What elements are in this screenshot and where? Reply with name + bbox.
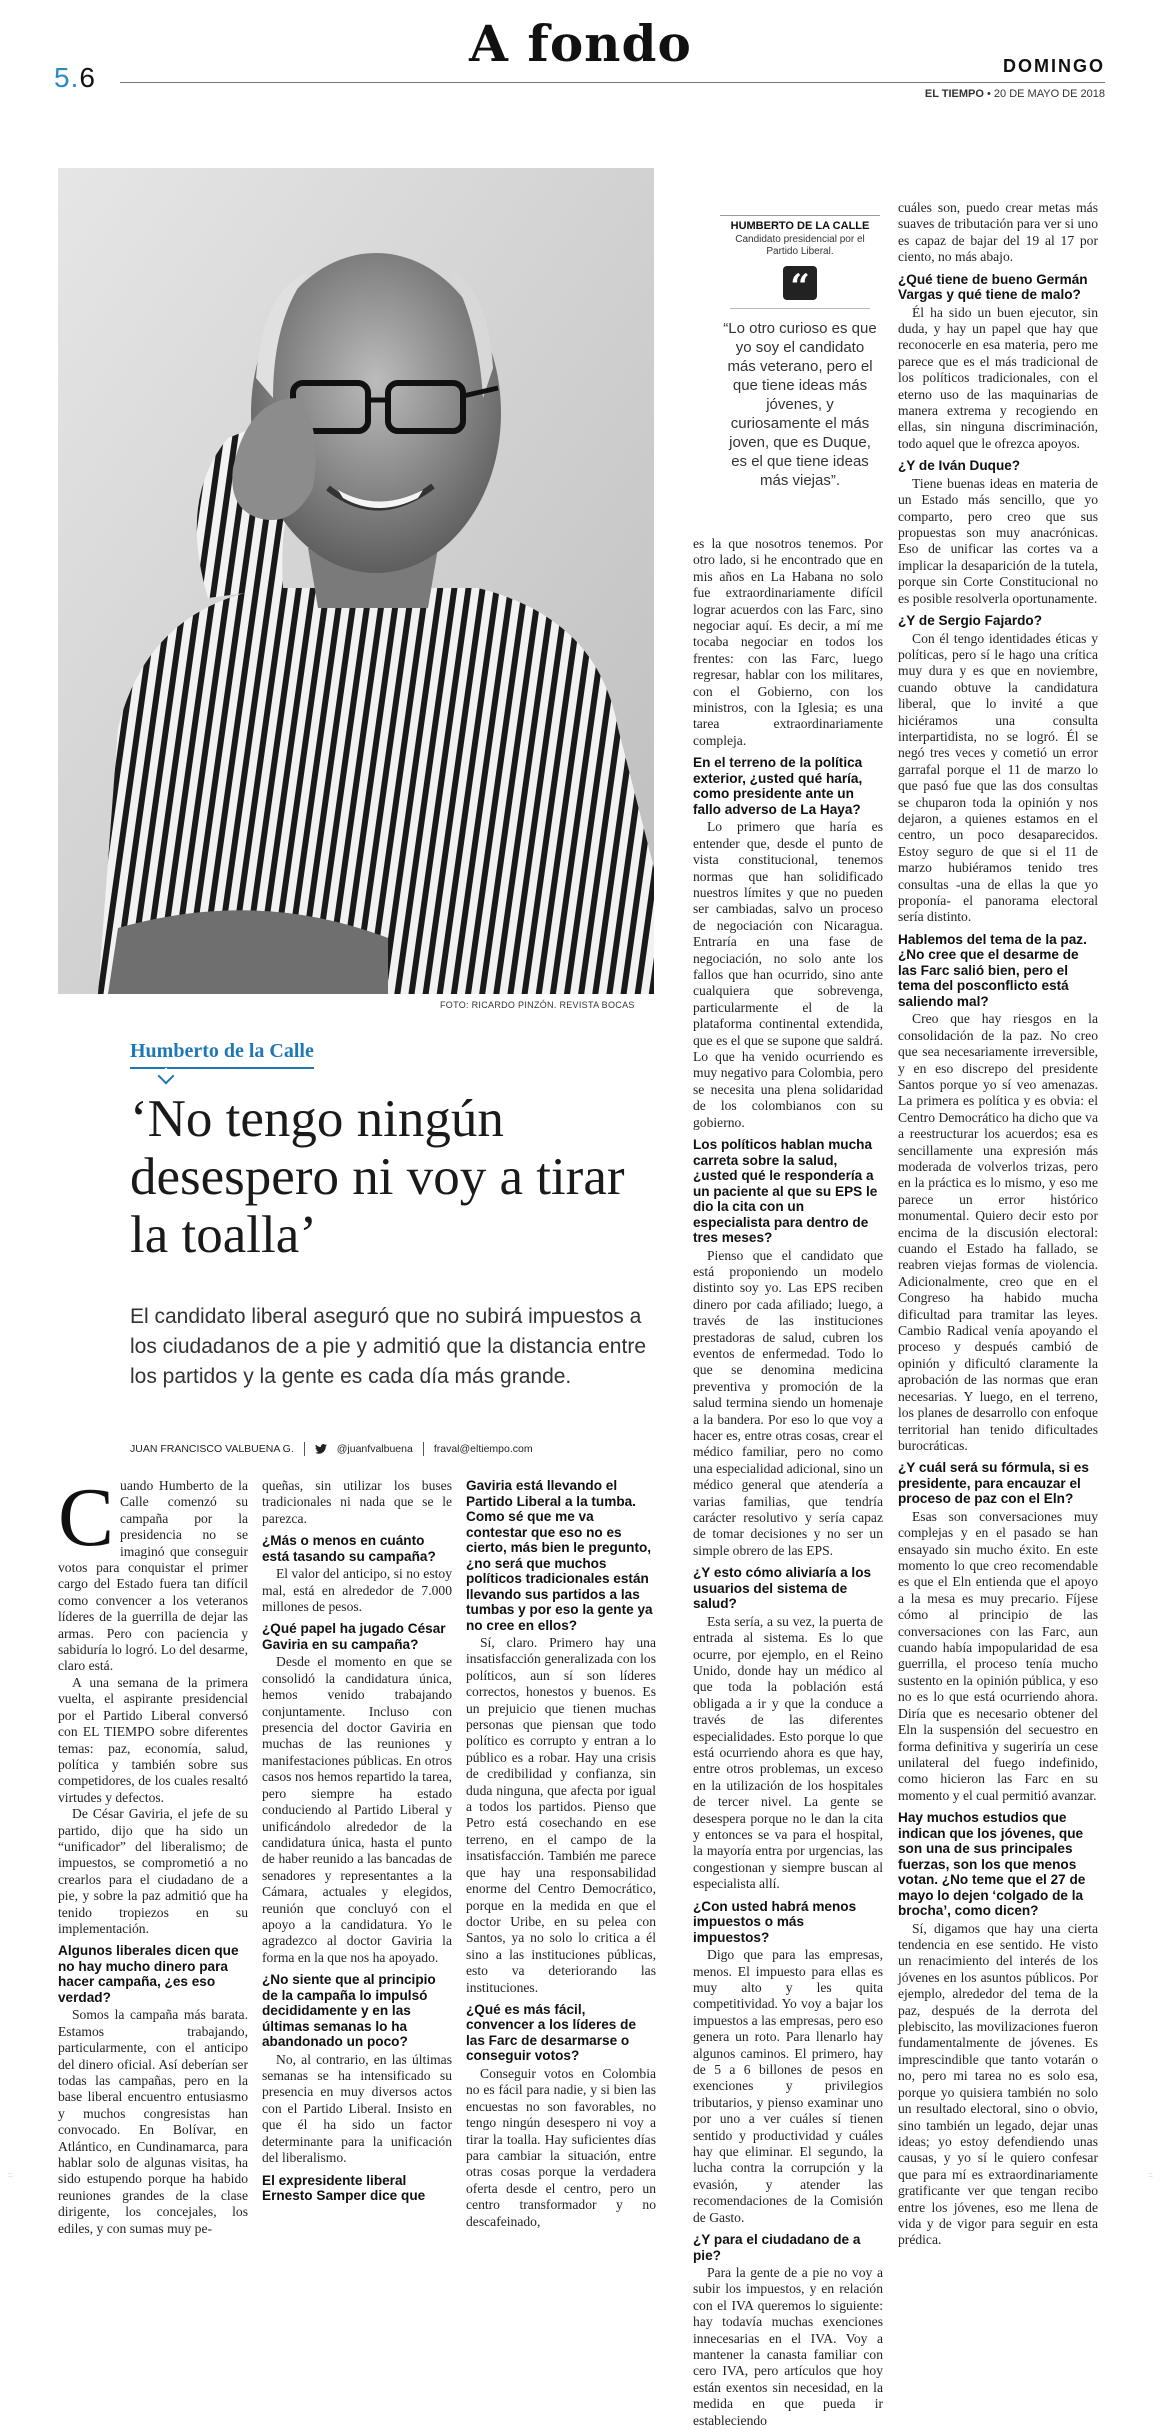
article-column-5: cuáles son, puedo crear metas más suaves de tributación para ver si uno es capaz de bajar del 19 al 17 por ciento, no más abajo. ¿Qué tiene de bueno Germán Vargas y qué tiene de malo? Él ha sido un buen ejecutor, sin duda, y hay un papel que hay que reconocerle en esa materia, pero me parece que es el más tradicional de los políticos tradicionales, con el eterno uso de las maquinarias de manera extrema y recogiendo en ellas, sin ninguna discriminación, todo aquel que le ofrezca apoyos. ¿Y de Iván Duque? Tiene buenas ideas en materia de un Estado más sencillo, que yo comparto, pero creo que sus propuestas son muy anacrónicas. Eso de unificar las cortes va a implicar la desaparición de la tutela, porque sin Corte Constitucional no es posible resolverla oportunamente. ¿Y de Sergio Fajardo? Con él tengo identidades éticas y políticas, pero sí le hago una crítica muy dura y es que en noviembre, cuando obtuve la candidatura liberal, que lo invité a que hiciéramos una consulta interpartidista, no se logró. Él se negó tres veces y cometió un error garrafal porque el 11 de marzo lo que pasó fue que las dos consultas se chuparon toda la opinión y nos dejaron, a quienes estamos en el centro, un poco desaparecidos. Estoy seguro de que si el 11 de marzo hubiéramos tenido tres consultas -una de ellas la que yo proponía- el panorama electoral sería distinto. Hablemos del tema de la paz. ¿No cree que el desarme de las Farc salió bien, pero el tema del posconflicto está saliendo mal? Creo que hay riesgos en la consolidación de la paz. No creo que sea necesariamente irreversible, y en eso discrepo del presidente Santos porque yo sí veo amenazas. La primera es política y es obvia: el Centro Democrático ha dicho que va a reestructurar los acuerdos; esa es sencillamente una expresión más moderada de volverlos trizas, pero en la práctica es lo mismo, y eso me parece un error histórico monumental. Quiero decir esto por encima de la discusión electoral: cuando el Estado ha fallado, se reabren viejas formas de violencia. Adicionalmente, creo que en el Congreso ha habido mucha dificultad para tramitar las leyes. Cambio Radical venía apoyando el proceso y después cambió de opinión y dificultó claramente la aprobación de las normas que eran necesarias. Y luego, en el terreno, los planes de desarrollo con enfoque territorial han tenido dificultades burocráticas. ¿Y cuál será su fórmula, si es presidente, para encauzar el proceso de paz con el Eln? Esas son conversaciones muy complejas y en el pasado se han ensayado sin mucho éxito. En este momento lo que creo recomendable es que el Eln entienda que el apoyo a la mesa es muy precario. Fíjese cómo al principio de las conversaciones con las Farc, aun cuando había impopularidad de esa guerrilla, el proceso tenía mucho sustento en la opinión pública, y eso no es lo que está ocurriendo ahora. Diría que es necesario obtener del Eln la suspensión del secuestro en forma definitiva y sugeriría un cese unilateral del fuego indefinido, como hicieron las Farc en su momento y el cual permitió avanzar. Hay muchos estudios que indican que los jóvenes, que son una de sus principales fuerzas, son los que menos votan. ¿No teme que el 27 de mayo lo dejen ‘colgado de la brocha’, como dicen? Sí, digamos que hay una cierta tendencia en ese sentido. He visto un renacimiento del interés de los jóvenes en los asuntos públicos. Por ejemplo, alrededor del tema de la paz, después de la derrota del plebiscito, las movilizaciones fueron fundamentalmente de jóvenes. Es imprescindible que tanto votarán o no, pero mi tarea no es solo esa, porque yo quisiera también no solo un resultado electoral, sino o obvio, sino también un legado, dejar unas ideas; yo estoy defendiendo unas causas, y yo sí le quiero confesar que para mí es extraordinariamente gratificante ver que tengan recibo entre los jóvenes, eso me llena de vida y de vigor para seguir en esta prédica. — [898, 200, 1098, 2248]
quote-icon: “ — [783, 266, 817, 300]
header-rule — [120, 82, 1105, 83]
interview-question: ¿Qué es más fácil, convencer a los líderes de las Farc de desarmarse o conseguir votos? — [466, 2001, 637, 2064]
byline-divider — [423, 1442, 424, 1456]
byline-author: JUAN FRANCISCO VALBUENA G. — [130, 1443, 294, 1455]
byline — [130, 1442, 660, 1456]
interview-question: El expresidente liberal Ernesto Samper dice que — [262, 2172, 426, 2203]
print-mark: :: — [8, 2170, 13, 2179]
kicker-pointer — [158, 1068, 175, 1085]
portrait-illustration — [58, 168, 654, 994]
byline-twitter[interactable]: @juanfvalbuena — [336, 1443, 413, 1455]
byline-divider — [304, 1442, 305, 1456]
article-column-1: Cuando Humberto de la Calle comenzó su campaña por la presidencia no se imaginó que conseguir votos para conquistar el primer cargo del Estado fuera tan difícil como convencer a los veteranos líderes de la guerrilla de dejar las armas. Pero con paciencia y sabiduría lo logró. Lo del desarme, claro está. A una semana de la primera vuelta, el aspirante presidencial por el Partido Liberal conversó con EL TIEMPO sobre diferentes temas: paz, economía, salud, política y también sobre sus competidores, de los cuales resaltó virtudes y defectos. De César Gaviria, el jefe de su partido, dijo que ha sido un “unificador” del liberalismo; de impuestos, se comprometió a no crearlos para el ciudadano de a pie, y sobre la paz admitió que ha tenido tropiezos en su implementación. Algunos liberales dicen que no hay mucho dinero para hacer campaña, ¿es eso verdad? Somos la campaña más barata. Estamos trabajando, particularmente, con el anticipo del dinero oficial. Así deberían ser todas las campañas, pero en la base liberal encuentro entusiasmo y muchos congresistas han convocado. En Bolívar, en Atlántico, en Cundinamarca, para hablar solo de algunas visitas, ha sido estupendo porque ha habido reuniones grandes de la clase dirigente, los concejales, los ediles, y con sumas muy pe- — [58, 1471, 248, 2236]
pull-quote-name: HUMBERTO DE LA CALLE — [720, 215, 880, 232]
interview-question: Los políticos hablan mucha carreta sobre la salud, ¿usted qué le respondería a un paciente al que su EPS le dio la cita con un especialista para dentro de tres meses? — [693, 1137, 878, 1245]
portrait-photo — [58, 168, 654, 994]
pull-quote-text: “Lo otro curioso es que yo soy el candidato más veterano, pero el que tiene ideas más jóvenes, y curiosamente el más joven, que es Duque, es el que tiene ideas más viejas”. — [723, 320, 877, 489]
article-column-4: es la que nosotros tenemos. Por otro lado, si he encontrado que en mis años en La Habana no solo fue extraordinariamente difícil lograr acuerdos con las Farc, sino negociar aquí. Es decir, a mí me tocaba negociar en todos los frentes: con las Farc, luego regresar, hablar con los militares, con el Gobierno, con los ministros, con la Iglesia; es una tarea extraordinariamente compleja. En el terreno de la política exterior, ¿usted qué haría, como presidente ante un fallo adverso de La Haya? Lo primero que haría es entender que, desde el punto de vista constitucional, tenemos normas que han solidificado nuestros límites y que no pueden ser cambiadas, salvo un proceso de negociación con Nicaragua. Entraría en una fase de negociación, no solo ante los fallos que han ocurrido, sino ante cualquiera que sobrevenga, particularmente el de la plataforma continental extendida, que es el que se supone que saldrá. Lo que ha venido ocurriendo es muy negativo para Colombia, pero se necesita una plena solidaridad de los colombianos con su gobierno. Los políticos hablan mucha carreta sobre la salud, ¿usted qué le respondería a un paciente al que su EPS le dio la cita con un especialista para dentro de tres meses? Pienso que el candidato que está proponiendo un modelo distinto soy yo. Las EPS reciben dinero por cada afiliado; luego, a través de las instituciones prestadoras de salud, cubren los eventos de enfermedad. Todo lo que se denomina medicina preventiva y promoción de la salud termina siendo un homenaje a la bandera. Por eso lo que voy a hacer es, entre otras cosas, crear el médico familiar, pero no como una especialidad adicional, sino un médico general que atendería a varias familias, que tendría carácter resolutivo y sería capaz de tomar decisiones y no ser un simple obrero de las EPS. ¿Y esto cómo aliviaría a los usuarios del sistema de salud? Esta sería, a su vez, la puerta de entrada al sistema. Es lo que ocurre, por ejemplo, en el Reino Unido, donde hay un médico al que toda la población está obligada a ir y que la conduce a través de las diferentes especialidades. Esto porque lo que está ocurriendo ahora es que hay, entre otros problemas, un exceso en la utilización de los hospitales de tercer nivel. La gente se desespera porque no le dan la cita y entonces se va para el hospital, la mayoría entra por urgencias, las congestionan y siempre buscan al especialista allí. ¿Con usted habrá menos impuestos o más impuestos? Digo que para las empresas, menos. El impuesto para ellas es muy alto y les quita competitividad. Yo voy a bajar los impuestos a las empresas, pero eso genera un roto. Para llenarlo hay algunos caminos. El primero, hay de 5 a 6 billones de pesos en exenciones y privilegios tributarios, y pienso examinar uno por uno a ver cuáles sí tienen sentido y productividad y cuáles hay que eliminar. El segundo, la lucha contra la corrupción y la evasión, y atender las recomendaciones de la Comisión de Gasto. ¿Y para el ciudadano de a pie? Para la gente de a pie no voy a subir los impuestos, y en relación con el IVA queremos lo siguiente: hay todavía muchas exenciones innecesarias en el IVA. Voy a mantener la canasta familiar con cero IVA, pero artículos que hoy están exentos sin necesidad, en la medida en que pueda ir estableciendo — [693, 536, 883, 2428]
print-mark: :: — [1148, 2170, 1153, 2179]
interview-question: ¿Y cuál será su fórmula, si es presidente, para encauzar el proceso de paz con el Eln? — [898, 1460, 1089, 1507]
photo-credit: FOTO: RICARDO PINZÓN. REVISTA BOCAS — [440, 1000, 635, 1010]
interview-question: ¿Y esto cómo aliviaría a los usuarios del sistema de salud? — [693, 1565, 872, 1612]
article-headline: ‘No tengo ningún desespero ni voy a tirar la toalla’ — [130, 1090, 625, 1264]
interview-question: ¿Qué tiene de bueno Germán Vargas y qué tiene de malo? — [898, 271, 1088, 303]
pull-quote-rule — [730, 308, 870, 309]
article-kicker: Humberto de la Calle — [130, 1040, 314, 1069]
section-title: A fondo — [469, 14, 692, 73]
interview-question: ¿Qué papel ha jugado César Gaviria en su campaña? — [262, 1621, 446, 1652]
article-standfirst: El candidato liberal aseguró que no subirá impuestos a los ciudadanos de a pie y admitió que la distancia entre los partidos y la gente es cada día más grande. — [130, 1305, 646, 1388]
drop-cap: C — [58, 1471, 115, 1564]
interview-question: Hablemos del tema de la paz. ¿No cree que el desarme de las Farc salió bien, pero el tema del posconflicto está saliendo mal? — [898, 931, 1087, 1009]
pull-quote — [720, 215, 880, 490]
byline-email[interactable]: fraval@eltiempo.com — [433, 1443, 533, 1455]
interview-question: En el terreno de la política exterior, ¿usted qué haría, como presidente ante un fallo adverso de La Haya? — [693, 755, 863, 817]
article-column-3: Gaviria está llevando el Partido Liberal a la tumba. Como sé que me va contestar que eso no es cierto, más bien le pregunto, ¿no será que muchos políticos tradicionales están llevando sus partidos a las tumbas y por eso la gente ya no cree en ellos? Sí, claro. Primero hay una insatisfacción generalizada con los políticos, aun sí son líderes correctos, honestos y buenos. Es un prejuicio que tienen muchas personas que piensan que todo político es corrupto y entran a lo público es a robar. Hay una crisis de credibilidad y confianza, sin duda ninguna, que afecta por igual a todos los partidos. Pienso que Petro está cosechando en ese terreno, en el campo de la insatisfacción. También me parece que hay una responsabilidad enorme del Centro Democrático, porque en la medida en que el doctor Uribe, en su pelea con Santos, ya no solo lo critica a él sino a las instituciones públicas, esto va deteriorando las instituciones. ¿Qué es más fácil, convencer a los líderes de las Farc de desarmarse o conseguir votos? Conseguir votos en Colombia no es fácil para nadie, y si bien las encuestas no son favorables, no tengo ningún desespero ni voy a tirar la toalla. Hay suficientes días para cambiar la situación, entre otras cosas porque la verdadera oferta desde el centro, pero un centro transformador y no descafeinado, — [466, 1478, 656, 2229]
interview-question: ¿Y para el ciudadano de a pie? — [693, 2232, 861, 2263]
interview-question: ¿Y de Sergio Fajardo? — [898, 613, 1043, 629]
twitter-icon — [315, 1444, 327, 1454]
interview-question: Algunos liberales dicen que no hay mucho dinero para hacer campaña, ¿es eso verdad? — [58, 1943, 239, 2005]
publication-date: EL TIEMPO • 20 DE MAYO DE 2018 — [924, 88, 1105, 100]
article-column-2: queñas, sin utilizar los buses tradicionales ni nada que se le parezca. ¿Más o menos en cuánto está tasando su campaña? El valor del anticipo, si no estoy mal, está en alrededor de 7.000 millones de pesos. ¿Qué papel ha jugado César Gaviria en su campaña? Desde el momento en que se consolidó la candidatura única, hemos venido trabajando conjuntamente. Incluso con presencia del doctor Gaviria en muchas de las reuniones y manifestaciones públicas. En otros casos nos hemos repartido la tarea, pero siempre ha estado conduciendo al Partido Liberal y unificándolo alrededor de la candidatura única, hasta el punto de haber reunido a las bancadas de senadores y representantes a la Cámara, actuales y elegidos, reunión que concluyó con el apoyo a la candidatura. Yo le agradezco al doctor Gaviria la forma en la que nos ha apoyado. ¿No siente que al principio de la campaña lo impulsó decididamente y en las últimas semanas lo ha abandonado un poco? No, al contrario, en las últimas semanas se ha intensificado su presencia en muy diversos actos con el Partido Liberal. Insisto en que él ha sido un factor determinante para la unificación del liberalismo. El expresidente liberal Ernesto Samper dice que — [262, 1478, 452, 2203]
interview-question: Hay muchos estudios que indican que los jóvenes, que son una de sus principales fuerzas, son los que menos votan. ¿No teme que el 27 de mayo lo dejen ‘colgado de la brocha’, como dicen? — [898, 1810, 1086, 1919]
page-number: 5.6 — [54, 62, 96, 93]
interview-question: ¿Más o menos en cuánto está tasando su campaña? — [262, 1533, 436, 1564]
pull-quote-role: Candidato presidencial por el Partido Liberal. — [735, 234, 865, 257]
interview-question: Gaviria está llevando el Partido Liberal a la tumba. Como sé que me va contestar que eso no es cierto, más bien le pregunto, ¿no será que muchos políticos tradicionales están llevando sus partidos a las tumbas y por eso la gente ya no cree en ellos? — [466, 1478, 653, 1633]
interview-question: ¿Con usted habrá menos impuestos o más impuestos? — [693, 1898, 857, 1945]
interview-question: ¿No siente que al principio de la campaña lo impulsó decididamente y en las últimas semanas lo ha abandonado un poco? — [262, 1972, 436, 2050]
weekday-label: DOMINGO — [1003, 56, 1105, 76]
interview-question: ¿Y de Iván Duque? — [898, 458, 1021, 474]
